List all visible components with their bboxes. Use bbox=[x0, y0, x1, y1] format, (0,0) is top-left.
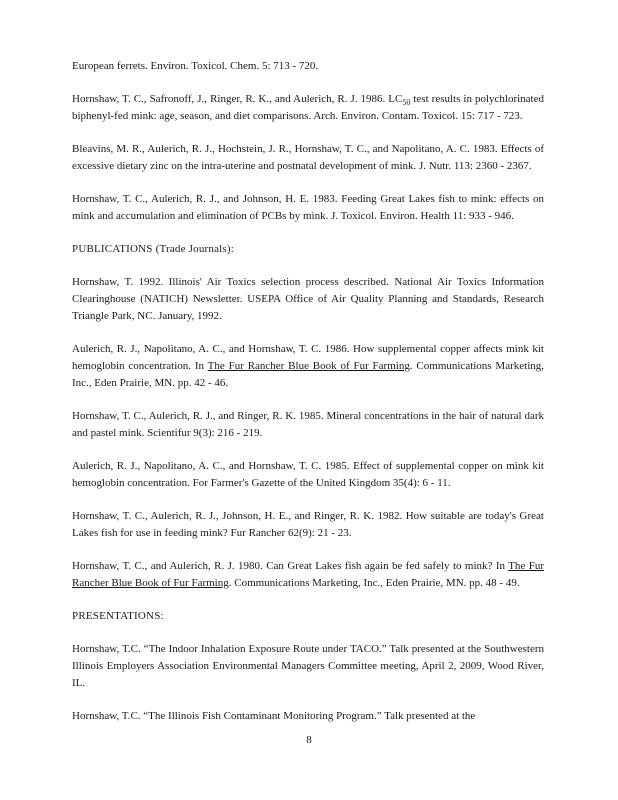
citation-fed-safely-text-start: Hornshaw, T. C., and Aulerich, R. J. 1980. Can Great Lakes fish again be fed safely to mink? In bbox=[72, 560, 509, 572]
citation-copper-hemoglobin-blue-book bbox=[72, 341, 544, 392]
presentation-fish-contaminant: Hornshaw, T.C. “The Illinois Fish Contaminant Monitoring Program.” Talk presented at the bbox=[72, 710, 476, 722]
citation-fed-safely-text-end: . Communications Marketing, Inc., Eden Prairie, MN. pp. 48 - 49. bbox=[228, 577, 520, 589]
citation-copper-text-start: Aulerich, R. J., Napolitano, A. C., and Hornshaw, T. C. 1986. How supplemental copper affects mink kit hemoglobin concentration. In bbox=[72, 343, 544, 372]
citation-copper-text-end: . Communications Marketing, Inc., Eden Prairie, MN. pp. 42 - 46. bbox=[72, 360, 544, 389]
citation-fed-safely-book-title: The Fur Rancher Blue Book of Fur Farming bbox=[72, 560, 544, 589]
citation-european-ferrets: European ferrets. Environ. Toxicol. Chem. 5: 713 - 720. bbox=[72, 60, 319, 72]
citation-copper-book-title: The Fur Rancher Blue Book of Fur Farming bbox=[207, 360, 410, 372]
presentation-taco-inhalation: Hornshaw, T.C. “The Indoor Inhalation Exposure Route under TACO.” Talk presented at the Southwestern Illinois Employers Association Environmental Managers Committee meeting, April 2, 2009, Wood River, IL. bbox=[72, 643, 544, 689]
citation-copper-gazette: Aulerich, R. J., Napolitano, A. C., and Hornshaw, T. C. 1985. Effect of supplemental copper on mink kit hemoglobin concentration. For Farmer's Gazette of the United Kingdom 35(4): 6 - 11. bbox=[72, 460, 544, 489]
section-heading-presentations: PRESENTATIONS: bbox=[72, 610, 164, 622]
section-heading-trade-journals: PUBLICATIONS (Trade Journals): bbox=[72, 243, 235, 255]
citation-lc50-text-start: Hornshaw, T. C., Safronoff, J., Ringer, R. K., and Aulerich, R. J. 1986. LC bbox=[72, 93, 403, 105]
citation-mineral-hair: Hornshaw, T. C., Aulerich, R. J., and Ringer, R. K. 1985. Mineral concentrations in the hair of natural dark and pastel mink. Scientifur 9(3): 216 - 219. bbox=[72, 410, 544, 439]
citation-lc50-text-end: test results in polychlorinated biphenyl-fed mink: age, season, and diet comparisons. Arch. Environ. Contam. Toxicol. 15: 717 - 723. bbox=[72, 93, 544, 122]
citation-lc50-subscript: 50 bbox=[402, 98, 411, 107]
citation-illinois-air-toxics: Hornshaw, T. 1992. Illinois' Air Toxics selection process described. National Air Toxics Information Clearinghouse (NATICH) Newsletter. USEPA Office of Air Quality Planning and Standards, Research Triangle Park, NC. January, 1992. bbox=[72, 276, 544, 322]
page-number: 8 bbox=[306, 734, 312, 746]
document-body bbox=[72, 58, 544, 725]
citation-lc50-pcb-mink bbox=[72, 91, 544, 125]
citation-great-lakes-fed-safely bbox=[72, 558, 544, 592]
citation-great-lakes-suitable: Hornshaw, T. C., Aulerich, R. J., Johnson, H. E., and Ringer, R. K. 1982. How suitable are today's Great Lakes fish for use in feeding mink? Fur Rancher 62(9): 21 - 23. bbox=[72, 510, 544, 539]
citation-excessive-zinc: Bleavins, M. R., Aulerich, R. J., Hochstein, J. R., Hornshaw, T. C., and Napolitano, A. C. 1983. Effects of excessive dietary zinc on the intra-uterine and postnatal development of mink. J. Nutr. 113: 2360 - 2367. bbox=[72, 143, 544, 172]
citation-great-lakes-fish-mink: Hornshaw, T. C., Aulerich, R. J., and Johnson, H. E. 1983. Feeding Great Lakes fish to mink: effects on mink and accumulation and elimination of PCBs by mink. J. Toxicol. Environ. Health 11: 933 - 946. bbox=[72, 193, 544, 222]
